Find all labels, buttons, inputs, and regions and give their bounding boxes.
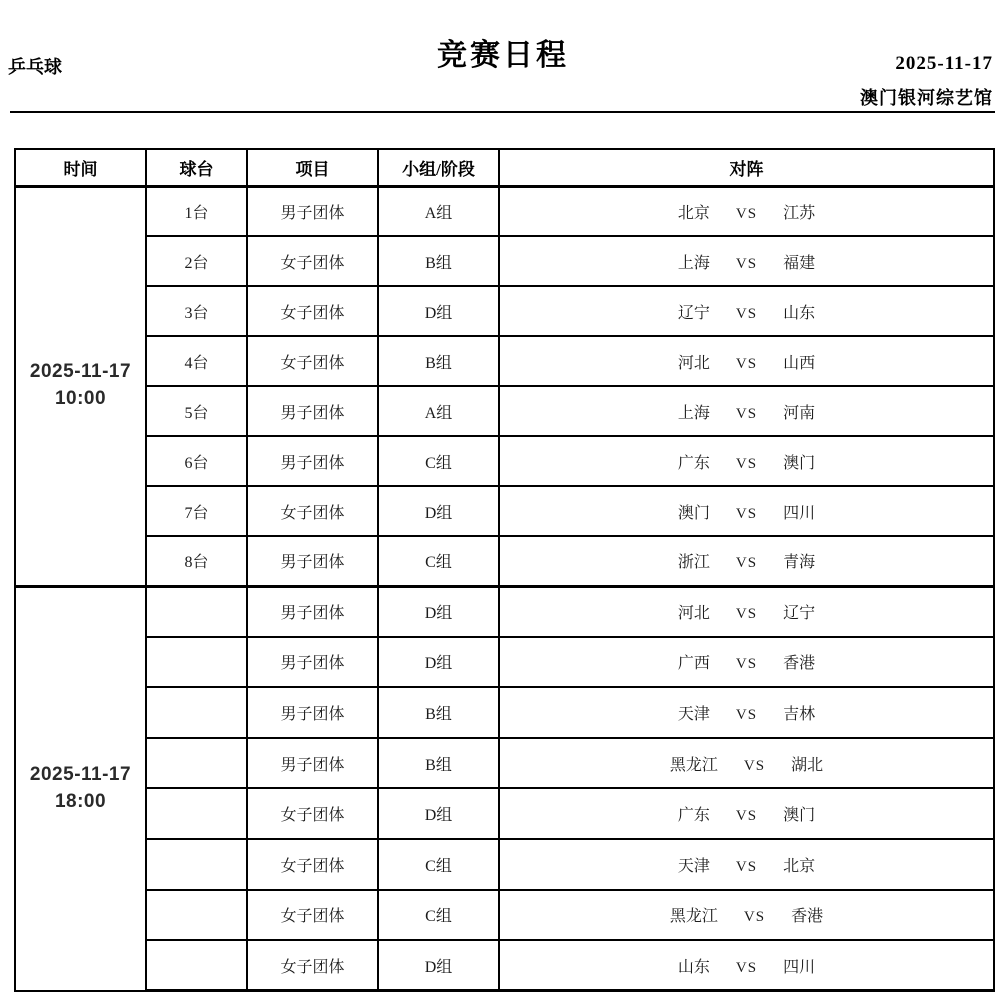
header-matchup: 对阵 [499,149,994,186]
time-date: 2025-11-17 [29,764,132,786]
vs-label: VS [735,405,758,422]
header-venue: 澳门银河综艺馆 [860,88,993,108]
matchup-cell [499,436,994,486]
time-date: 2025-11-17 [29,361,132,383]
vs-label: VS [735,656,758,673]
matchup-cell [499,839,994,890]
vs-label: VS [735,505,758,522]
table-number-cell: 2台 [146,236,247,286]
schedule-row [15,738,994,789]
schedule-row [15,286,994,336]
group-cell: C组 [378,839,499,890]
away-team: 澳门 [783,454,816,472]
time-cell [15,586,146,991]
event-cell: 女子团体 [247,890,378,941]
away-team: 江苏 [783,204,816,222]
header-event: 项目 [247,149,378,186]
schedule-table [14,148,995,992]
schedule-row [15,687,994,738]
schedule-row [15,486,994,536]
group-cell: C组 [378,890,499,941]
vs-label: VS [735,305,758,322]
schedule-row [15,186,994,236]
table-number-cell [146,637,247,688]
table-number-cell: 8台 [146,536,247,586]
schedule-row [15,788,994,839]
group-cell: D组 [378,486,499,536]
vs-label: VS [735,255,758,272]
table-number-cell [146,586,247,637]
table-number-cell [146,687,247,738]
matchup [678,250,815,273]
vs-label: VS [735,858,758,875]
vs-label: VS [735,606,758,623]
home-team: 广东 [677,807,710,825]
home-team: 上海 [677,404,710,422]
matchup [670,903,823,926]
schedule-row [15,536,994,586]
matchup-cell [499,386,994,436]
away-team: 福建 [783,254,816,272]
matchup-cell [499,586,994,637]
group-cell: D组 [378,286,499,336]
table-number-cell [146,738,247,789]
vs-label: VS [735,205,758,222]
matchup-cell [499,286,994,336]
time-cell [15,186,146,586]
group-cell: D组 [378,586,499,637]
home-team: 广西 [677,655,710,673]
table-number-cell [146,940,247,991]
away-team: 澳门 [783,807,816,825]
away-team: 四川 [783,958,816,976]
home-team: 黑龙江 [669,908,718,926]
event-cell: 女子团体 [247,788,378,839]
away-team: 河南 [783,404,816,422]
matchup-cell [499,738,994,789]
vs-label: VS [735,706,758,723]
matchup-cell [499,788,994,839]
table-number-cell [146,890,247,941]
header-group: 小组/阶段 [378,149,499,186]
time-hour: 18:00 [54,790,107,812]
event-cell: 女子团体 [247,486,378,536]
home-team: 上海 [677,254,710,272]
event-cell: 男子团体 [247,637,378,688]
home-team: 澳门 [677,504,710,522]
away-team: 山东 [783,304,816,322]
group-cell: B组 [378,236,499,286]
matchup [678,350,815,373]
table-number-cell [146,788,247,839]
event-cell: 男子团体 [247,738,378,789]
home-team: 黑龙江 [669,756,718,774]
group-cell: B组 [378,336,499,386]
event-cell: 女子团体 [247,236,378,286]
group-cell: B组 [378,687,499,738]
table-number-cell [146,839,247,890]
event-cell: 男子团体 [247,436,378,486]
schedule-row [15,890,994,941]
table-number-cell: 1台 [146,186,247,236]
matchup [678,500,815,523]
home-team: 山东 [677,958,710,976]
time-hour: 10:00 [54,388,107,409]
header-time: 时间 [15,149,146,186]
event-cell: 男子团体 [247,386,378,436]
home-team: 北京 [677,204,710,222]
sport-label: 乒乓球 [8,57,62,77]
away-team: 北京 [783,857,816,875]
home-team: 浙江 [677,554,710,572]
schedule-row [15,637,994,688]
away-team: 香港 [791,908,824,926]
schedule-table-header [15,149,994,186]
away-team: 青海 [783,554,816,572]
matchup-cell [499,637,994,688]
home-team: 河北 [677,605,710,623]
home-team: 河北 [677,354,710,372]
home-team: 辽宁 [677,304,710,322]
vs-label: VS [735,555,758,572]
schedule-block-evening [15,586,994,991]
schedule-row [15,436,994,486]
header-divider [10,111,995,113]
matchup [678,802,815,825]
vs-label: VS [735,455,758,472]
table-number-cell: 7台 [146,486,247,536]
away-team: 吉林 [783,705,816,723]
home-team: 广东 [677,454,710,472]
event-cell: 女子团体 [247,839,378,890]
schedule-row [15,586,994,637]
vs-label: VS [735,355,758,372]
schedule-row [15,336,994,386]
away-team: 山西 [783,354,816,372]
schedule-row [15,940,994,991]
schedule-row [15,386,994,436]
event-cell: 男子团体 [247,186,378,236]
home-team: 天津 [677,705,710,723]
vs-label: VS [743,909,766,926]
event-cell: 女子团体 [247,336,378,386]
vs-label: VS [735,959,758,976]
home-team: 天津 [677,857,710,875]
table-number-cell: 3台 [146,286,247,336]
matchup [678,600,815,623]
group-cell: A组 [378,186,499,236]
away-team: 香港 [783,655,816,673]
group-cell: C组 [378,436,499,486]
table-number-cell: 5台 [146,386,247,436]
away-team: 辽宁 [783,605,816,623]
group-cell: D组 [378,637,499,688]
matchup-cell [499,236,994,286]
matchup [678,549,815,572]
group-cell: D组 [378,940,499,991]
vs-label: VS [743,757,766,774]
event-cell: 女子团体 [247,286,378,336]
group-cell: A组 [378,386,499,436]
matchup [670,752,823,775]
header-table-no: 球台 [146,149,247,186]
matchup [678,853,815,876]
matchup-cell [499,687,994,738]
group-cell: B组 [378,738,499,789]
matchup-cell [499,890,994,941]
page-title: 竞赛日程 [437,39,569,72]
away-team: 湖北 [791,756,824,774]
schedule-block-morning [15,186,994,586]
matchup [678,954,815,977]
matchup [678,450,815,473]
schedule-row [15,236,994,286]
matchup [678,400,815,423]
header-row [15,149,994,186]
matchup-cell [499,186,994,236]
group-cell: D组 [378,788,499,839]
matchup-cell [499,536,994,586]
matchup [678,650,815,673]
event-cell: 男子团体 [247,536,378,586]
matchup [678,701,815,724]
matchup [678,200,815,223]
matchup-cell [499,940,994,991]
matchup-cell [499,486,994,536]
matchup-cell [499,336,994,386]
matchup [678,300,815,323]
schedule-row [15,839,994,890]
group-cell: C组 [378,536,499,586]
event-cell: 女子团体 [247,940,378,991]
header-date: 2025-11-17 [895,53,993,74]
event-cell: 男子团体 [247,586,378,637]
away-team: 四川 [783,504,816,522]
table-number-cell: 6台 [146,436,247,486]
event-cell: 男子团体 [247,687,378,738]
vs-label: VS [735,808,758,825]
table-number-cell: 4台 [146,336,247,386]
